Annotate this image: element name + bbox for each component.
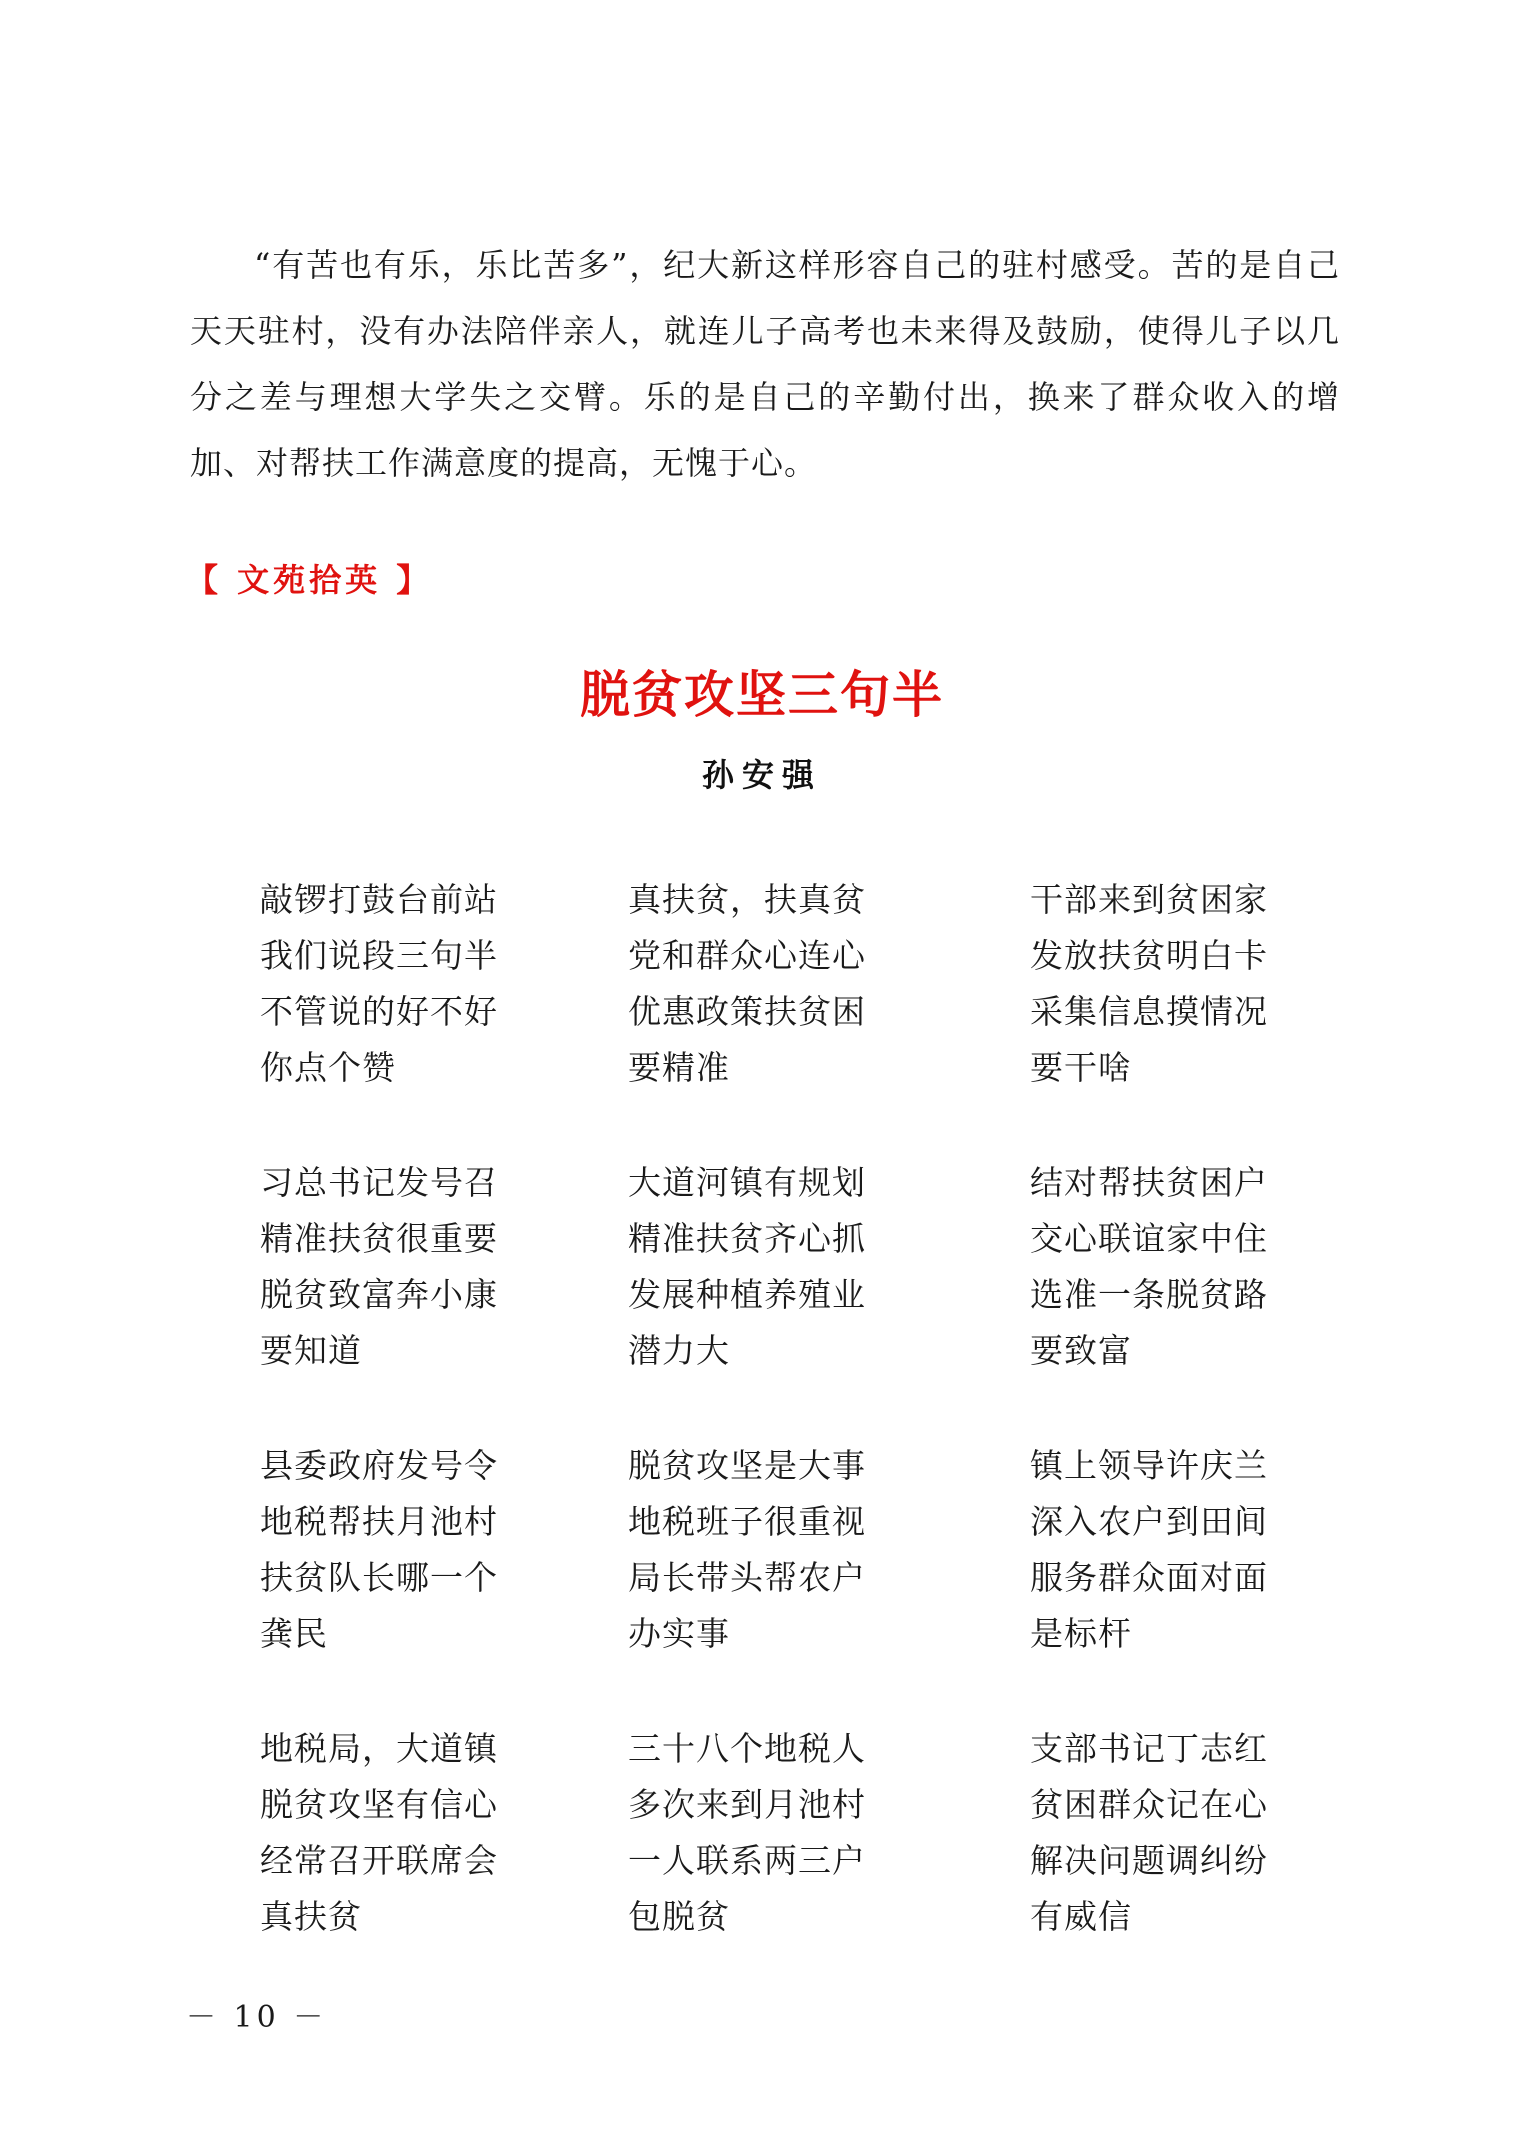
poem-line: 要干啥 (1030, 1048, 1132, 1087)
poem-line: 交心联谊家中住 (1030, 1219, 1268, 1258)
poem-line: 地税局，大道镇 (260, 1729, 498, 1768)
poem-line: 选准一条脱贫路 (1030, 1275, 1268, 1314)
poem-line: 大道河镇有规划 (628, 1163, 866, 1202)
stanza (1030, 1438, 1268, 1662)
poem-line: 我们说段三句半 (260, 936, 498, 975)
stanza-row (0, 1438, 1524, 1678)
poem-line: 优惠政策扶贫困 (628, 992, 866, 1031)
poem-line: 干部来到贫困家 (1030, 880, 1268, 919)
poem-line: 习总书记发号召 (260, 1163, 498, 1202)
poem-line: 脱贫攻坚有信心 (260, 1785, 498, 1824)
poem-line: 地税班子很重视 (628, 1502, 866, 1541)
poem-line: 扶贫队长哪一个 (260, 1558, 498, 1597)
poem-line: 支部书记丁志红 (1030, 1729, 1268, 1768)
poem-line: 要知道 (260, 1331, 362, 1370)
poem-line: 地税帮扶月池村 (260, 1502, 498, 1541)
stanza (260, 1721, 498, 1945)
poem-line: 要精准 (628, 1048, 730, 1087)
stanza-row (0, 1721, 1524, 1961)
poem-line: 解决问题调纠纷 (1030, 1841, 1268, 1880)
stanza (260, 1438, 498, 1662)
poem-line: 不管说的好不好 (260, 992, 498, 1031)
poem-line: 一人联系两三户 (628, 1841, 866, 1880)
poem-line: 三十八个地税人 (628, 1729, 866, 1768)
poem-line: 真扶贫，扶真贫 (628, 880, 866, 919)
page-number: － 10 － (186, 2000, 328, 2035)
poem-line: 精准扶贫很重要 (260, 1219, 498, 1258)
poem-line: 脱贫致富奔小康 (260, 1275, 498, 1314)
poem-title: 脱贫攻坚三句半 (580, 665, 944, 724)
poem-line: 多次来到月池村 (628, 1785, 866, 1824)
poem-line: 有威信 (1030, 1897, 1132, 1936)
poem-line: 采集信息摸情况 (1030, 992, 1268, 1031)
poem-line: 精准扶贫齐心抓 (628, 1219, 866, 1258)
poem-line: 发展种植养殖业 (628, 1275, 866, 1314)
stanza-row (0, 872, 1524, 1112)
poem-line: 你点个赞 (260, 1048, 396, 1087)
stanza (260, 1155, 498, 1379)
stanza-row (0, 1155, 1524, 1395)
poem-line: 办实事 (628, 1614, 730, 1653)
poem-line: 龚民 (260, 1614, 328, 1653)
stanza (628, 1721, 866, 1945)
poem-line: 要致富 (1030, 1331, 1132, 1370)
poem-line: 贫困群众记在心 (1030, 1785, 1268, 1824)
poem-line: 深入农户到田间 (1030, 1502, 1268, 1541)
poem-line: 包脱贫 (628, 1897, 730, 1936)
poem-line: 党和群众心连心 (628, 936, 866, 975)
intro-section (190, 232, 1340, 496)
stanza (628, 1438, 866, 1662)
poem-line: 经常召开联席会 (260, 1841, 498, 1880)
stanza (1030, 1721, 1268, 1945)
poem-line: 脱贫攻坚是大事 (628, 1446, 866, 1485)
stanza (1030, 872, 1268, 1096)
poem-line: 真扶贫 (260, 1897, 362, 1936)
poem-line: 潜力大 (628, 1331, 730, 1370)
stanza (260, 872, 498, 1096)
section-label: 【 文苑拾英 】 (186, 561, 433, 599)
poem-line: 敲锣打鼓台前站 (260, 880, 498, 919)
poem-line: 县委政府发号令 (260, 1446, 498, 1485)
poem-author: 孙安强 (701, 756, 822, 794)
poem-line: 是标杆 (1030, 1614, 1132, 1653)
poem-line: 镇上领导许庆兰 (1030, 1446, 1268, 1485)
stanza (628, 872, 866, 1096)
stanza (628, 1155, 866, 1379)
poem-line: 发放扶贫明白卡 (1030, 936, 1268, 975)
stanza (1030, 1155, 1268, 1379)
poem-line: 局长带头帮农户 (628, 1558, 866, 1597)
intro-paragraph: “有苦也有乐，乐比苦多”，纪大新这样形容自己的驻村感受。苦的是自己天天驻村，没有办法陪伴亲人，就连儿子高考也未来得及鼓励，使得儿子以几分之差与理想大学失之交臂。乐的是自己的辛勤付出，换来了群众收入的增加、对帮扶工作满意度的提高，无愧于心。 (190, 246, 1340, 482)
poem-line: 结对帮扶贫困户 (1030, 1163, 1268, 1202)
poem-line: 服务群众面对面 (1030, 1558, 1268, 1597)
